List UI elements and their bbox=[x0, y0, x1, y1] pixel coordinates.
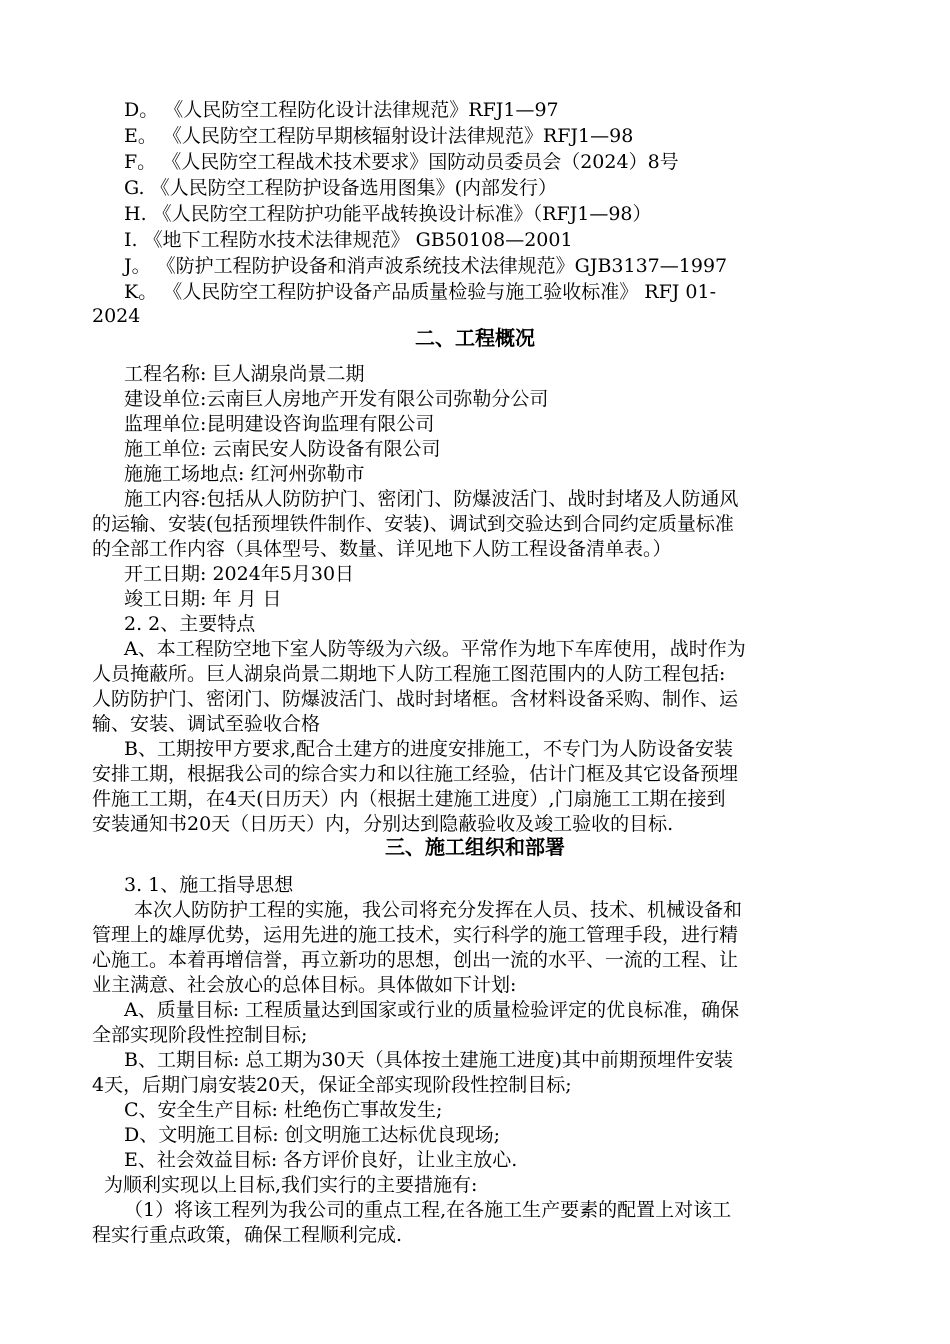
feature-a-line: 输、安装、调试至验收合格 bbox=[92, 713, 321, 735]
section-2-title: 二、工程概况 bbox=[415, 326, 535, 350]
measure-1-line: （1）将该工程列为我公司的重点工程,在各施工生产要素的配置上对该工 bbox=[124, 1199, 732, 1221]
goal-schedule-line: B、工期目标: 总工期为30天（具体按土建施工进度)其中前期预埋件安装 bbox=[124, 1049, 733, 1071]
intro-line: 管理上的雄厚优势，运用先进的施工技术，实行科学的施工管理手段，进行精 bbox=[92, 924, 739, 946]
reference-h: H. 《人民防空工程防护功能平战转换设计标准》（RFJ1—98） bbox=[124, 203, 652, 225]
goal-quality-line: 全部实现阶段性控制目标; bbox=[92, 1024, 308, 1046]
reference-i: I. 《地下工程防水技术法律规范》 GB50108—2001 bbox=[124, 229, 573, 251]
reference-g: G. 《人民防空工程防护设备选用图集》(内部发行） bbox=[124, 177, 557, 199]
feature-b-line: 安装通知书20天（日历天）内，分别达到隐蔽验收及竣工验收的目标. bbox=[92, 813, 674, 835]
goal-civilized: D、文明施工目标: 创文明施工达标优良现场; bbox=[124, 1124, 501, 1146]
goal-schedule-line: 4天，后期门扇安装20天，保证全部实现阶段性控制目标; bbox=[92, 1074, 572, 1096]
intro-line: 业主满意、社会放心的总体目标。具体做如下计划: bbox=[92, 974, 517, 996]
goal-social: E、社会效益目标: 各方评价良好，让业主放心. bbox=[124, 1149, 518, 1171]
feature-a-line: 人防防护门、密闭门、防爆波活门、战时封堵框。含材料设备采购、制作、运 bbox=[92, 688, 739, 710]
start-date: 开工日期: 2024年5月30日 bbox=[124, 563, 355, 585]
completion-date: 竣工日期: 年 月 日 bbox=[124, 588, 282, 610]
feature-b-line: 安排工期，根据我公司的综合实力和以往施工经验，估计门框及其它设备预埋 bbox=[92, 763, 739, 785]
reference-f: F。 《人民防空工程战术技术要求》国防动员委员会（2024）8号 bbox=[124, 151, 679, 173]
reference-d: D。 《人民防空工程防化设计法律规范》RFJ1—97 bbox=[124, 99, 559, 121]
construction-content-line: 的全部工作内容（具体型号、数量、详见地下人防工程设备清单表。） bbox=[92, 538, 672, 560]
construction-content-line: 的运输、安装(包括预埋铁件制作、安装)、调试到交验达到合同约定质量标准 bbox=[92, 513, 734, 535]
intro-line: 本次人防防护工程的实施，我公司将充分发挥在人员、技术、机械设备和 bbox=[134, 899, 743, 921]
features-title: 2. 2、主要特点 bbox=[124, 613, 256, 635]
measures-intro: 为顺利实现以上目标,我们实行的主要措施有: bbox=[104, 1174, 478, 1196]
construction-content-line: 施工内容:包括从人防防护门、密闭门、防爆波活门、战时封堵及人防通风 bbox=[124, 488, 739, 510]
builder-unit: 建设单位:云南巨人房地产开发有限公司弥勒分公司 bbox=[124, 388, 549, 410]
supervisor-unit: 监理单位:昆明建设咨询监理有限公司 bbox=[124, 413, 435, 435]
reference-e: E。 《人民防空工程防早期核辐射设计法律规范》RFJ1—98 bbox=[124, 125, 634, 147]
reference-k-continued: 2024 bbox=[92, 305, 141, 327]
feature-b-line: B、工期按甲方要求,配合土建方的进度安排施工，不专门为人防设备安装 bbox=[124, 738, 734, 760]
contractor-unit: 施工单位: 云南民安人防设备有限公司 bbox=[124, 438, 441, 460]
feature-a-line: A、本工程防空地下室人防等级为六级。平常作为地下车库使用，战时作为 bbox=[124, 638, 746, 660]
intro-line: 心施工。本着再增信誉，再立新功的思想，创出一流的水平、一流的工程、让 bbox=[92, 949, 739, 971]
project-name: 工程名称: 巨人湖泉尚景二期 bbox=[124, 363, 365, 385]
measure-1-line: 程实行重点政策，确保工程顺利完成. bbox=[92, 1224, 403, 1246]
goal-quality-line: A、质量目标: 工程质量达到国家或行业的质量检验评定的优良标准，确保 bbox=[124, 999, 740, 1021]
reference-j: J。 《防护工程防护设备和消声波系统技术法律规范》GJB3137—1997 bbox=[124, 255, 728, 277]
construction-site: 施施工场地点: 红河州弥勒市 bbox=[124, 463, 365, 485]
section-3-title: 三、施工组织和部署 bbox=[385, 835, 565, 859]
goal-safety: C、安全生产目标: 杜绝伤亡事故发生; bbox=[124, 1099, 443, 1121]
feature-b-line: 件施工工期，在4天(日历天）内（根据土建施工进度）,门扇施工工期在接到 bbox=[92, 788, 726, 810]
feature-a-line: 人员掩蔽所。巨人湖泉尚景二期地下人防工程施工图范围内的人防工程包括: bbox=[92, 663, 726, 685]
section-3-subtitle: 3. 1、施工指导思想 bbox=[124, 874, 294, 896]
reference-k: K。 《人民防空工程防护设备产品质量检验与施工验收标准》 RFJ 01- bbox=[124, 281, 717, 303]
